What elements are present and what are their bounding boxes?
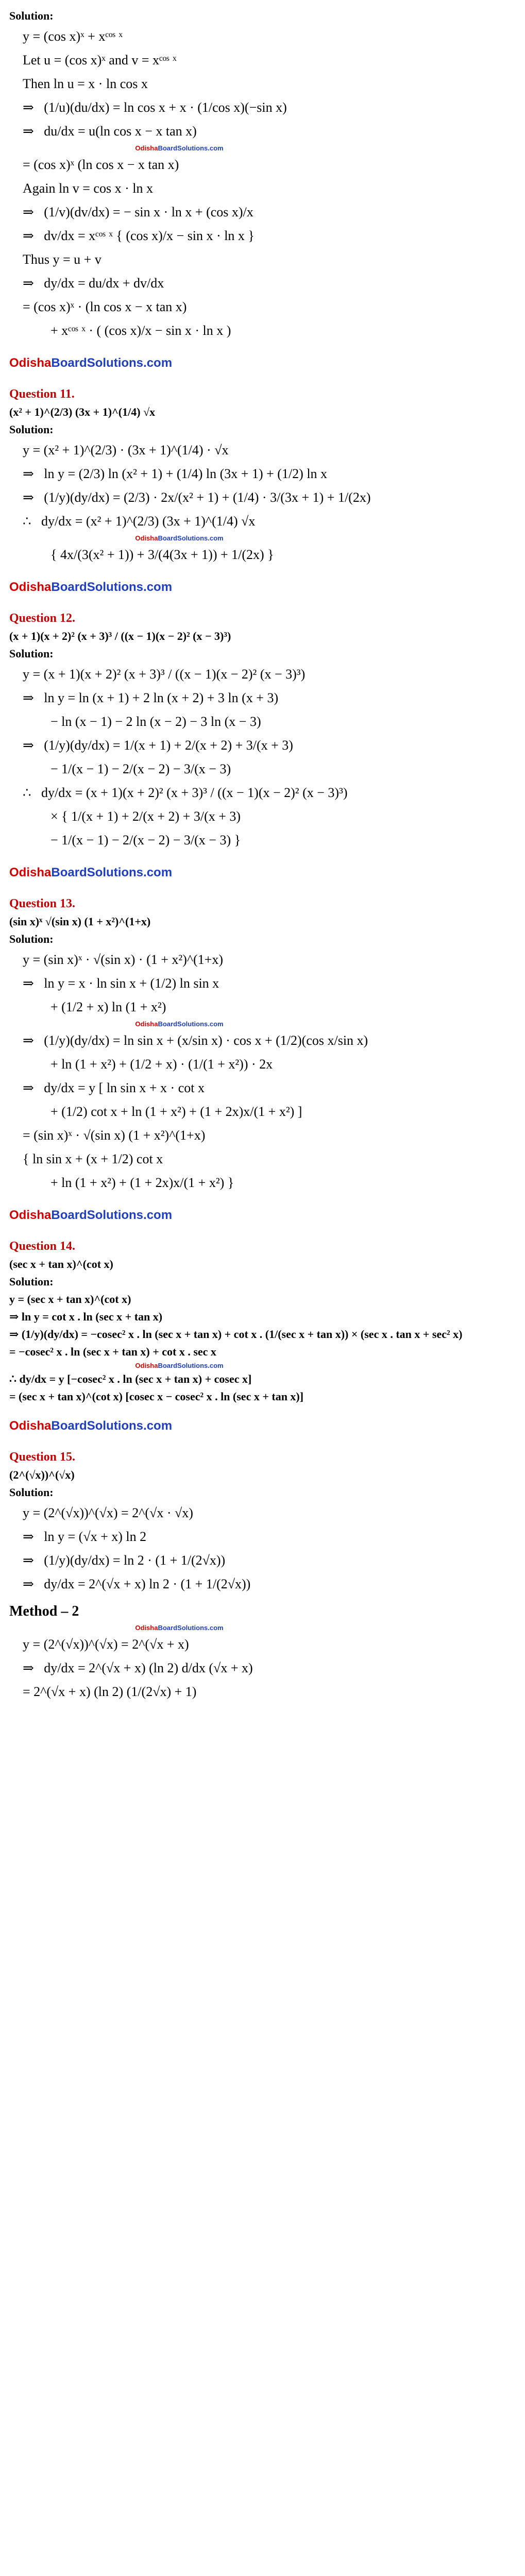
math-line: − ln (x − 1) − 2 ln (x − 2) − 3 ln (x − 3) xyxy=(50,714,261,729)
watermark-tail: .com xyxy=(208,144,224,152)
site-name-blue: BoardSolutions xyxy=(51,356,144,370)
watermark-red: Odisha xyxy=(135,144,158,152)
math-line: ⇒ ln y = ln (x + 1) + 2 ln (x + 2) + 3 ln (x + 3) xyxy=(23,690,279,705)
text-line: Solution: xyxy=(9,933,54,945)
math-line: + ln (1 + x²) + (1/2 + x) · (1/(1 + x²)) · 2x xyxy=(50,1057,273,1072)
watermark-red: Odisha xyxy=(135,534,158,542)
math-line: + ln (1 + x²) + (1 + 2x)x/(1 + x²) } xyxy=(50,1175,234,1190)
text-line: Solution: xyxy=(9,9,54,22)
math-line: ⇒ du/dx = u(ln cos x − x tan x) xyxy=(23,124,197,139)
question-heading: Question 11. xyxy=(9,387,75,401)
text-line: = −cosec² x . ln (sec x + tan x) + cot x . sec x xyxy=(9,1345,216,1358)
site-name-red: Odisha xyxy=(9,866,52,879)
watermark xyxy=(71,1624,287,1632)
math-line: { 4x/(3(x² + 1)) + 3/(4(3x + 1)) + 1/(2x) } xyxy=(50,547,274,562)
math-line: − 1/(x − 1) − 2/(x − 2) − 3/(x − 3) } xyxy=(50,833,241,848)
text-line: (x + 1)(x + 2)² (x + 3)³ / ((x − 1)(x − 2)² (x − 3)³) xyxy=(9,630,231,642)
watermark-blue: BoardSolutions xyxy=(158,144,208,152)
text-line: (sec x + tan x)^(cot x) xyxy=(9,1258,113,1270)
text-line: Method – 2 xyxy=(9,1603,79,1619)
question-heading: Question 14. xyxy=(9,1240,76,1253)
math-line: ⇒ (1/y)(dy/dx) = ln 2 · (1 + 1/(2√x)) xyxy=(23,1553,226,1568)
math-line: = 2^(√x + x) (ln 2) (1/(2√x) + 1) xyxy=(23,1684,197,1699)
math-line: Again ln v = cos x · ln x xyxy=(23,181,153,196)
watermark-blue: BoardSolutions xyxy=(158,1362,208,1369)
site-name-banner xyxy=(9,354,516,372)
text-line: Solution: xyxy=(9,423,54,436)
text-line: (2^(√x))^(√x) xyxy=(9,1468,75,1481)
site-name-tail: .com xyxy=(143,1208,173,1222)
text-line: y = (sec x + tan x)^(cot x) xyxy=(9,1293,131,1306)
math-line: ⇒ dy/dx = y [ ln sin x + x · cot x xyxy=(23,1080,205,1095)
math-line: ⇒ ln y = (√x + x) ln 2 xyxy=(23,1529,147,1544)
site-name-red: Odisha xyxy=(9,580,52,594)
math-line: Thus y = u + v xyxy=(23,252,101,267)
watermark xyxy=(71,1020,287,1028)
math-line: − 1/(x − 1) − 2/(x − 2) − 3/(x − 3) xyxy=(50,761,231,776)
text-line: ⇒ (1/y)(dy/dx) = −cosec² x . ln (sec x + tan x) + cot x . (1/(sec x + tan x)) × (sec x . tan x + sec² x) xyxy=(9,1328,463,1341)
question-heading: Question 12. xyxy=(9,612,76,625)
text-line: (sin x)ˣ √(sin x) (1 + x²)^(1+x) xyxy=(9,915,151,928)
site-name-blue: BoardSolutions xyxy=(51,580,144,594)
math-line: ⇒ (1/u)(du/dx) = ln cos x + x · (1/cos x)(−sin x) xyxy=(23,100,287,115)
math-line: + (1/2 + x) ln (1 + x²) xyxy=(50,999,166,1014)
watermark-red: Odisha xyxy=(135,1362,158,1369)
site-name-blue: BoardSolutions xyxy=(51,866,144,879)
question-heading: Question 15. xyxy=(9,1450,76,1464)
watermark xyxy=(71,144,287,152)
math-line: { ln sin x + (x + 1/2) cot x xyxy=(23,1151,163,1166)
text-line: ∴ dy/dx = y [−cosec² x . ln (sec x + tan x) + cosec x] xyxy=(9,1372,252,1385)
math-line: y = (2^(√x))^(√x) = 2^(√x · √x) xyxy=(23,1505,193,1520)
watermark-tail: .com xyxy=(208,534,224,542)
math-line: + (1/2) cot x + ln (1 + x²) + (1 + 2x)x/(1 + x²) ] xyxy=(50,1104,302,1119)
text-line: Solution: xyxy=(9,1486,54,1499)
math-line: = (cos x)ˣ (ln cos x − x tan x) xyxy=(23,157,179,172)
text-line: Solution: xyxy=(9,1275,54,1288)
watermark xyxy=(71,534,287,542)
math-line: ⇒ dy/dx = du/dx + dv/dx xyxy=(23,276,164,291)
site-name-banner xyxy=(9,578,516,597)
math-line: ⇒ ln y = (2/3) ln (x² + 1) + (1/4) ln (3x + 1) + (1/2) ln x xyxy=(23,466,328,481)
math-line: × { 1/(x + 1) + 2/(x + 2) + 3/(x + 3) xyxy=(50,809,241,824)
math-line: ∴ dy/dx = (x² + 1)^(2/3) (3x + 1)^(1/4) √x xyxy=(23,514,256,529)
site-name-red: Odisha xyxy=(9,1208,52,1222)
watermark-tail: .com xyxy=(208,1362,224,1369)
math-line: y = (x² + 1)^(2/3) · (3x + 1)^(1/4) · √x xyxy=(23,443,229,457)
math-line: y = (x + 1)(x + 2)² (x + 3)³ / ((x − 1)(x − 2)² (x − 3)³) xyxy=(23,667,306,682)
site-name-blue: BoardSolutions xyxy=(51,1419,144,1433)
text-line: (x² + 1)^(2/3) (3x + 1)^(1/4) √x xyxy=(9,405,156,418)
question-heading: Question 13. xyxy=(9,897,76,910)
watermark-blue: BoardSolutions xyxy=(158,534,208,542)
site-name-banner xyxy=(9,1417,516,1435)
math-line: ⇒ (1/y)(dy/dx) = 1/(x + 1) + 2/(x + 2) + 3/(x + 3) xyxy=(23,738,293,753)
site-name-tail: .com xyxy=(143,1419,173,1433)
watermark-red: Odisha xyxy=(135,1624,158,1632)
math-line: ⇒ ln y = x · ln sin x + (1/2) ln sin x xyxy=(23,976,219,991)
math-line: y = (sin x)ˣ · √(sin x) · (1 + x²)^(1+x) xyxy=(23,952,224,967)
site-name-banner xyxy=(9,1206,516,1225)
watermark xyxy=(71,1362,287,1369)
math-line: ⇒ dv/dx = xᶜᵒˢ ˣ { (cos x)/x − sin x · ln x } xyxy=(23,228,255,243)
math-line: ⇒ dy/dx = 2^(√x + x) (ln 2) d/dx (√x + x) xyxy=(23,1660,253,1675)
text-line: Solution: xyxy=(9,647,54,660)
math-line: + xᶜᵒˢ ˣ · ( (cos x)/x − sin x · ln x ) xyxy=(50,323,231,338)
math-line: y = (2^(√x))^(√x) = 2^(√x + x) xyxy=(23,1637,189,1652)
math-line: ⇒ (1/y)(dy/dx) = ln sin x + (x/sin x) · cos x + (1/2)(cos x/sin x) xyxy=(23,1033,368,1048)
math-line: y = (cos x)ˣ + xᶜᵒˢ ˣ xyxy=(23,29,123,44)
math-line: ⇒ (1/v)(dv/dx) = − sin x · ln x + (cos x)/x xyxy=(23,205,253,219)
math-line: ⇒ (1/y)(dy/dx) = (2/3) · 2x/(x² + 1) + (1/4) · 3/(3x + 1) + 1/(2x) xyxy=(23,490,371,505)
text-line: ⇒ ln y = cot x . ln (sec x + tan x) xyxy=(9,1310,163,1323)
watermark-blue: BoardSolutions xyxy=(158,1020,208,1028)
math-line: ⇒ dy/dx = 2^(√x + x) ln 2 · (1 + 1/(2√x)) xyxy=(23,1577,251,1591)
site-name-tail: .com xyxy=(143,580,173,594)
math-line: Then ln u = x · ln cos x xyxy=(23,76,148,91)
math-line: ∴ dy/dx = (x + 1)(x + 2)² (x + 3)³ / ((x − 1)(x − 2)² (x − 3)³) xyxy=(23,785,348,800)
site-name-banner xyxy=(9,863,516,882)
watermark-tail: .com xyxy=(208,1624,224,1632)
site-name-tail: .com xyxy=(143,356,173,370)
site-name-red: Odisha xyxy=(9,1419,52,1433)
site-name-blue: BoardSolutions xyxy=(51,1208,144,1222)
site-name-tail: .com xyxy=(143,866,173,879)
math-line: = (cos x)ˣ · (ln cos x − x tan x) xyxy=(23,299,187,314)
site-name-red: Odisha xyxy=(9,356,52,370)
watermark-red: Odisha xyxy=(135,1020,158,1028)
watermark-tail: .com xyxy=(208,1020,224,1028)
watermark-blue: BoardSolutions xyxy=(158,1624,208,1632)
math-line: Let u = (cos x)ˣ and v = xᶜᵒˢ ˣ xyxy=(23,53,177,67)
text-line: = (sec x + tan x)^(cot x) [cosec x − cosec² x . ln (sec x + tan x)] xyxy=(9,1390,304,1403)
math-line: = (sin x)ˣ · √(sin x) (1 + x²)^(1+x) xyxy=(23,1128,206,1143)
